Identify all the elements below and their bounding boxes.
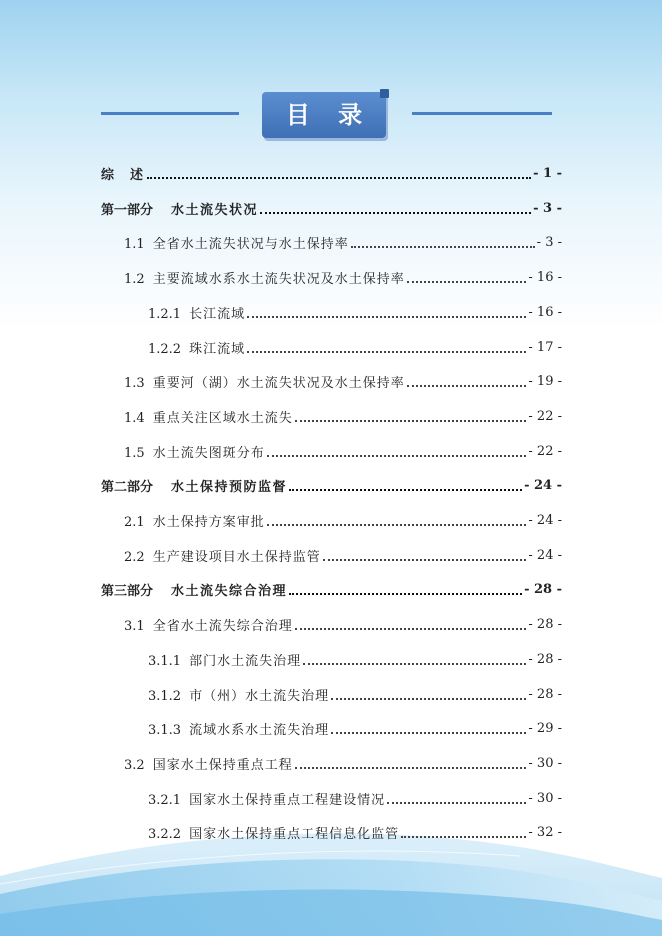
toc-dot-leader bbox=[295, 767, 527, 769]
toc-entry-text: 水土流失图斑分布 bbox=[152, 445, 265, 461]
toc-entry[interactable] bbox=[124, 509, 562, 531]
toc-entry[interactable] bbox=[148, 821, 562, 843]
toc-entry[interactable] bbox=[148, 717, 562, 739]
toc-entry-text: 珠江流域 bbox=[189, 341, 246, 357]
toc-page-number: - 16 - bbox=[528, 269, 562, 285]
toc-entry[interactable] bbox=[124, 231, 562, 253]
toc-dot-leader bbox=[407, 281, 527, 283]
toc-entry-text: 全省水土流失综合治理 bbox=[152, 618, 293, 634]
toc-dot-leader bbox=[387, 802, 526, 804]
toc-entry[interactable] bbox=[101, 162, 562, 184]
toc-entry-text: 国家水土保持重点工程建设情况 bbox=[189, 792, 386, 808]
toc-page-number: - 30 - bbox=[528, 755, 562, 771]
toc-page-number: - 3 - bbox=[536, 234, 562, 250]
toc-entry-text: 国家水土保持重点工程 bbox=[152, 757, 293, 773]
toc-dot-leader bbox=[351, 246, 535, 248]
toc-page-number: - 30 - bbox=[528, 790, 562, 806]
toc-page-number: - 24 - bbox=[528, 547, 562, 563]
toc-page-number: - 32 - bbox=[528, 824, 562, 840]
toc-entry-text: 主要流域水系水土流失状况及水土保持率 bbox=[152, 271, 405, 287]
toc-entry[interactable] bbox=[124, 440, 562, 462]
toc-page-number: - 29 - bbox=[528, 720, 562, 736]
toc-entry[interactable] bbox=[101, 578, 562, 600]
toc-entry-text: 全省水土流失状况与水土保持率 bbox=[152, 236, 349, 252]
toc-dot-leader bbox=[247, 316, 526, 318]
toc-entry[interactable] bbox=[101, 197, 562, 219]
toc-entry[interactable] bbox=[124, 752, 562, 774]
toc-dot-leader bbox=[331, 698, 526, 700]
toc-entry[interactable] bbox=[124, 544, 562, 566]
page-title: 目 录 bbox=[285, 101, 373, 129]
toc-dot-leader bbox=[323, 559, 527, 561]
toc-page-number: - 28 - bbox=[524, 581, 562, 597]
toc-entry-text: 综 述 bbox=[101, 167, 145, 183]
toc-page-number: - 24 - bbox=[524, 477, 562, 493]
toc-dot-leader bbox=[407, 385, 527, 387]
toc-page-number: - 3 - bbox=[533, 200, 562, 216]
toc-page-number: - 19 - bbox=[528, 373, 562, 389]
toc-entry-number: 第二部分 bbox=[101, 479, 154, 495]
toc-entry-number: 1.2.2 bbox=[148, 341, 182, 357]
toc-entry[interactable] bbox=[124, 405, 562, 427]
toc-entry[interactable] bbox=[124, 613, 562, 635]
toc-entry[interactable] bbox=[148, 336, 562, 358]
toc-page-number: - 24 - bbox=[528, 512, 562, 528]
toc-page-number: - 28 - bbox=[528, 651, 562, 667]
toc-entry-text: 国家水土保持重点工程信息化监管 bbox=[189, 826, 400, 842]
toc-entry-text: 水土保持方案审批 bbox=[152, 514, 265, 530]
toc-entry-text: 市（州）水土流失治理 bbox=[189, 688, 330, 704]
toc-page-number: - 16 - bbox=[528, 304, 562, 320]
toc-entry-number: 3.1.1 bbox=[148, 653, 182, 669]
toc-entry-text: 部门水土流失治理 bbox=[189, 653, 302, 669]
toc-dot-leader bbox=[247, 351, 526, 353]
toc-dot-leader bbox=[331, 732, 526, 734]
toc-entry-label bbox=[101, 580, 287, 599]
toc-dot-leader bbox=[295, 628, 527, 630]
toc-dot-leader bbox=[303, 663, 526, 665]
toc-entry-number: 2.2 bbox=[124, 549, 145, 565]
toc-dot-leader bbox=[289, 489, 522, 491]
toc-entry-label bbox=[101, 199, 258, 218]
toc-dot-leader bbox=[260, 212, 531, 214]
toc-entry-text: 生产建设项目水土保持监管 bbox=[152, 549, 321, 565]
toc-dot-leader bbox=[267, 524, 527, 526]
toc-page-number: - 1 - bbox=[533, 165, 562, 181]
toc-entry-number: 3.2 bbox=[124, 757, 145, 773]
toc-dot-leader bbox=[289, 593, 522, 595]
toc-entry-label bbox=[148, 338, 245, 357]
toc-dot-leader bbox=[147, 177, 532, 179]
toc-entry-label bbox=[124, 615, 293, 634]
toc-entry[interactable] bbox=[101, 474, 562, 496]
toc-dot-leader bbox=[267, 455, 527, 457]
toc-entry-number: 1.2.1 bbox=[148, 306, 182, 322]
toc-entry-label bbox=[124, 546, 321, 565]
toc-entry-number: 3.1.2 bbox=[148, 688, 182, 704]
toc-entry-label bbox=[124, 511, 265, 530]
toc-page-number: - 28 - bbox=[528, 686, 562, 702]
toc-entry-number: 3.2.1 bbox=[148, 792, 182, 808]
toc-dot-leader bbox=[295, 420, 527, 422]
toc-entry-text: 长江流域 bbox=[189, 306, 246, 322]
toc-entry-label bbox=[148, 650, 301, 669]
toc-entry-label bbox=[124, 442, 265, 461]
toc-entry-text: 流域水系水土流失治理 bbox=[189, 722, 330, 738]
toc-entry-text: 水土流失状况 bbox=[171, 202, 259, 218]
toc-entry-number: 3.2.2 bbox=[148, 826, 182, 842]
toc-entry-label bbox=[101, 476, 287, 495]
toc-entry[interactable] bbox=[148, 787, 562, 809]
toc-entry-number: 1.2 bbox=[124, 271, 145, 287]
toc-entry-number: 2.1 bbox=[124, 514, 145, 530]
toc-entry-label bbox=[124, 754, 293, 773]
toc-page-number: - 22 - bbox=[528, 443, 562, 459]
toc-dot-leader bbox=[401, 836, 526, 838]
toc-entry-label bbox=[148, 823, 399, 842]
toc-entry-label bbox=[148, 789, 385, 808]
toc-entry-label bbox=[124, 407, 293, 426]
toc-entry-number: 1.1 bbox=[124, 236, 145, 252]
toc-entry[interactable] bbox=[148, 301, 562, 323]
toc-entry-label bbox=[148, 719, 329, 738]
toc-page-number: - 28 - bbox=[528, 616, 562, 632]
toc-entry-number: 3.1 bbox=[124, 618, 145, 634]
toc-entry-label bbox=[124, 233, 349, 252]
toc-entry-text: 水土保持预防监督 bbox=[171, 479, 288, 495]
toc-page-number: - 17 - bbox=[528, 339, 562, 355]
toc-entry-label bbox=[148, 685, 329, 704]
toc-entry-label bbox=[101, 164, 145, 183]
toc-entry-number: 3.1.3 bbox=[148, 722, 182, 738]
toc-entry[interactable] bbox=[124, 370, 562, 392]
toc-entry-label bbox=[148, 303, 245, 322]
toc-entry-number: 1.3 bbox=[124, 375, 145, 391]
toc-entry[interactable] bbox=[124, 266, 562, 288]
toc-entry[interactable] bbox=[148, 648, 562, 670]
toc-entry[interactable] bbox=[148, 683, 562, 705]
toc-entry-number: 第三部分 bbox=[101, 583, 154, 599]
toc-entry-label bbox=[124, 268, 405, 287]
toc-page-number: - 22 - bbox=[528, 408, 562, 424]
toc-entry-text: 重要河（湖）水土流失状况及水土保持率 bbox=[152, 375, 405, 391]
toc-entry-label bbox=[124, 372, 405, 391]
toc-entry-number: 1.5 bbox=[124, 445, 145, 461]
toc-entry-text: 水土流失综合治理 bbox=[171, 583, 288, 599]
toc-entry-number: 第一部分 bbox=[101, 202, 154, 218]
toc-entry-text: 重点关注区域水土流失 bbox=[152, 410, 293, 426]
toc-entry-number: 1.4 bbox=[124, 410, 145, 426]
